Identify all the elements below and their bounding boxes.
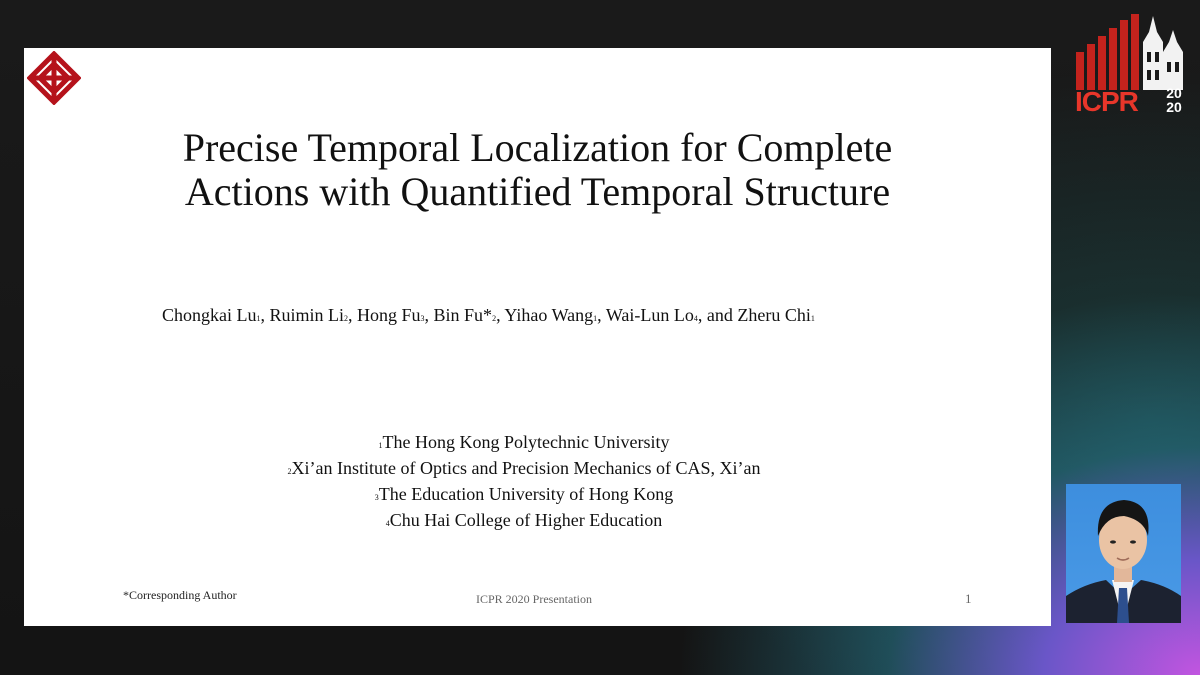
author-affiliation-index: 4: [693, 314, 698, 323]
author-affiliation-index: 1: [810, 314, 815, 323]
author-separator: ,: [348, 305, 358, 325]
affiliation-list: [24, 431, 1024, 535]
conference-logo-text: ICPR: [1075, 86, 1138, 117]
presenter-photo-icon: [1066, 484, 1181, 623]
author-affiliation-index: 2: [344, 314, 349, 323]
corresponding-author-note: *Corresponding Author: [123, 588, 237, 602]
author-name: Zheru Chi: [737, 305, 811, 325]
author-affiliation-index: 1: [593, 314, 598, 323]
author-affiliation-index: 2: [492, 314, 497, 323]
affiliation-index: 3: [374, 493, 379, 502]
affiliation-index: 4: [385, 519, 390, 528]
author-separator: , and: [697, 305, 738, 325]
author-name: Ruimin Li: [269, 305, 345, 325]
affiliation-index: 2: [287, 467, 292, 476]
author-affiliation-index: 3: [420, 314, 425, 323]
author-name: Chongkai Lu: [162, 305, 257, 325]
author-name: Wai-Lun Lo: [605, 305, 694, 325]
page-number: 1: [965, 591, 972, 606]
title-line-2: Actions with Quantified Temporal Structure: [184, 169, 891, 214]
affiliation-item: [24, 457, 1024, 483]
affiliation-name: The Education University of Hong Kong: [378, 484, 674, 504]
affiliation-item: [24, 431, 1024, 457]
author-name: Hong Fu: [357, 305, 421, 325]
affiliation-name: The Hong Kong Polytechnic University: [382, 432, 670, 452]
author-separator: ,: [424, 305, 434, 325]
university-logo-icon: [27, 51, 81, 105]
title-line-1: Precise Temporal Localization for Complete: [182, 125, 893, 170]
author-separator: ,: [496, 305, 505, 325]
author-affiliation-index: 1: [256, 314, 261, 323]
affiliation-item: [24, 483, 1024, 509]
author-separator: ,: [597, 305, 606, 325]
footer-presentation-label: ICPR 2020 Presentation: [476, 592, 592, 606]
presenter-webcam: [1066, 484, 1181, 623]
author-list: [162, 305, 815, 326]
slide-title: [24, 126, 1051, 214]
year-bottom: 20: [1166, 99, 1182, 115]
affiliation-index: 1: [378, 441, 383, 450]
year-top: 20: [1166, 85, 1182, 101]
author-separator: ,: [260, 305, 270, 325]
affiliation-item: [24, 509, 1024, 535]
affiliation-name: Xi’an Institute of Optics and Precision Mechanics of CAS, Xi’an: [291, 458, 761, 478]
author-name: Yihao Wang: [504, 305, 594, 325]
author-name: Bin Fu*: [433, 305, 493, 325]
presentation-slide: [24, 48, 1051, 626]
conference-logo-year: [1160, 86, 1188, 114]
affiliation-name: Chu Hai College of Higher Education: [389, 510, 663, 530]
